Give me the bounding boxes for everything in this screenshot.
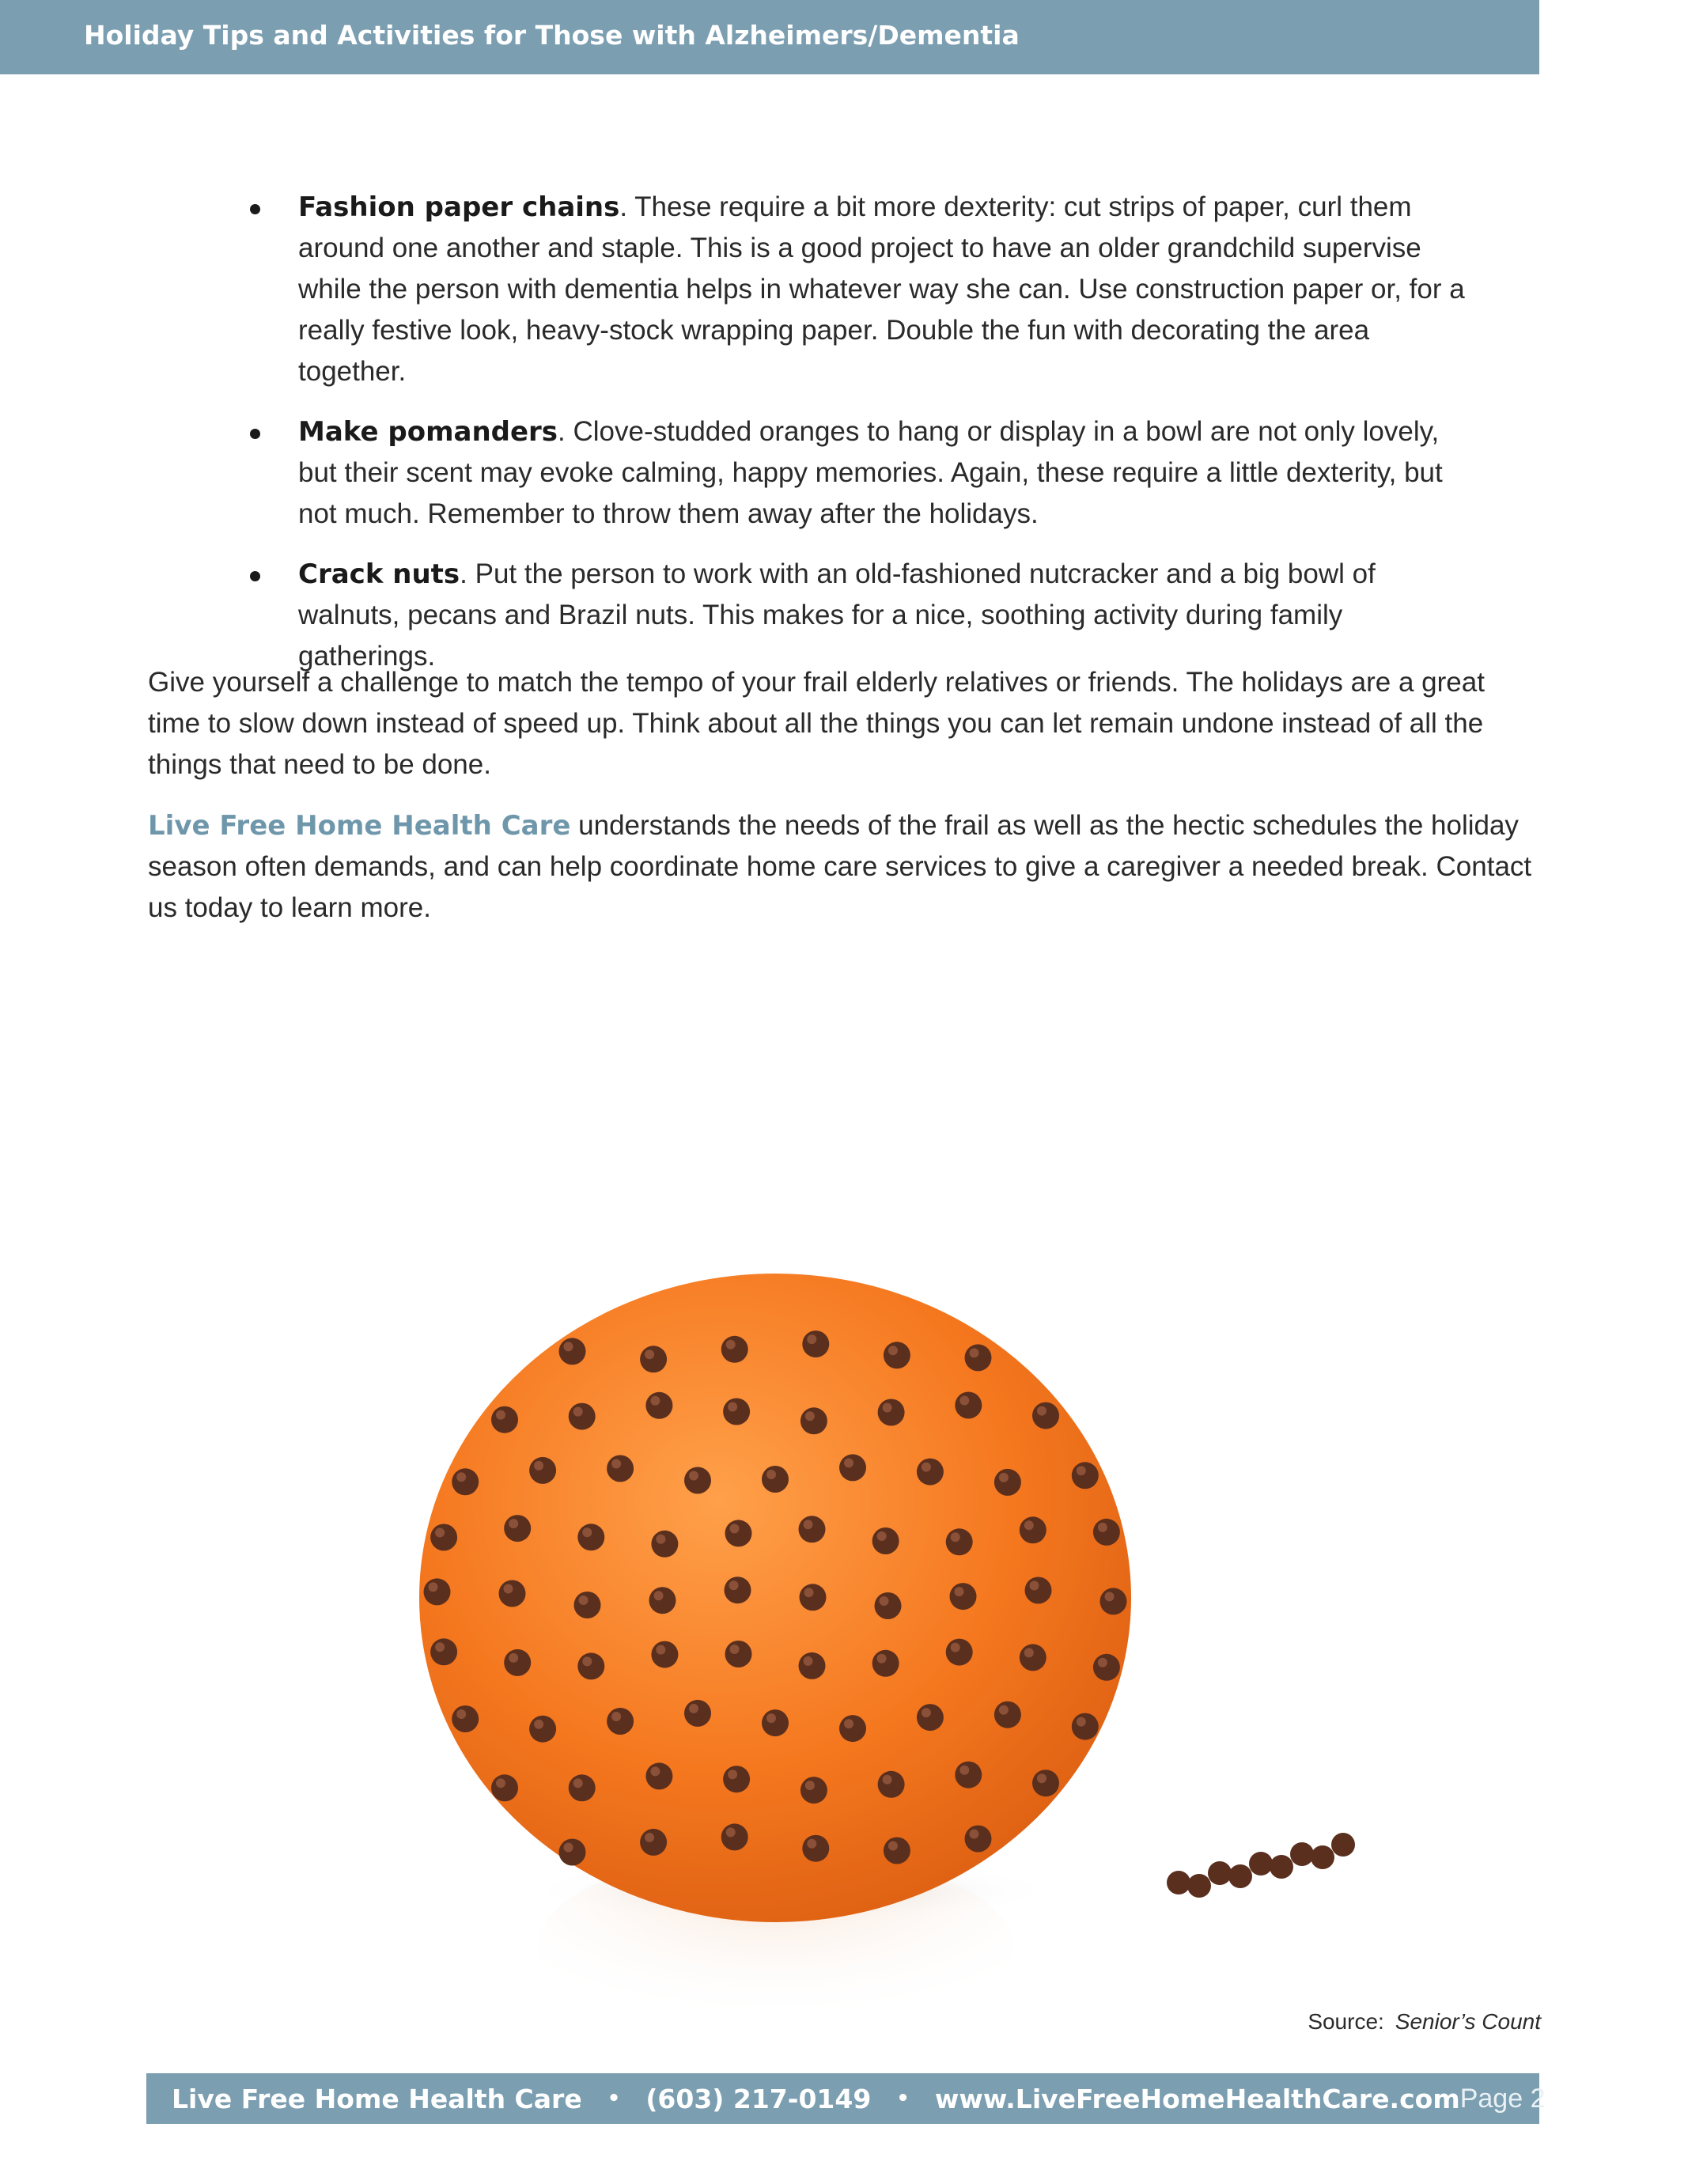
clove-mark: [684, 1467, 711, 1494]
clove-mark: [651, 1641, 678, 1668]
bullet-icon: [250, 571, 260, 581]
footer-phone[interactable]: (603) 217-0149: [645, 2083, 872, 2114]
clove-mark: [965, 1826, 992, 1853]
clove-mark: [878, 1771, 905, 1798]
loose-clove: [1228, 1864, 1252, 1888]
brand-paragraph: [148, 805, 1540, 929]
clove-mark: [723, 1399, 750, 1425]
clove-mark: [725, 1641, 752, 1667]
clove-mark: [839, 1715, 866, 1742]
loose-clove: [1208, 1861, 1232, 1885]
clove-mark: [640, 1346, 667, 1372]
clove-mark: [917, 1459, 944, 1486]
clove-mark: [1072, 1462, 1099, 1489]
bullet-heading: Crack nuts: [298, 558, 460, 590]
clove-mark: [607, 1708, 634, 1735]
bullet-heading: Fashion paper chains: [298, 191, 620, 223]
clove-mark: [645, 1392, 672, 1419]
clove-mark: [875, 1592, 902, 1619]
source-label: Source:: [1308, 2009, 1384, 2034]
brand-name-link[interactable]: Live Free Home Health Care: [148, 810, 571, 842]
bullet-text: . Put the person to work with an old-fashioned nutcracker and a big bowl of walnuts, pecans and Brazil nuts. This makes for a nice, soothing activity during family gatherings.: [298, 558, 1376, 672]
footer-website-link[interactable]: www.LiveFreeHomeHealthCare.com: [934, 2083, 1460, 2114]
clove-mark: [559, 1338, 586, 1365]
clove-mark: [649, 1587, 676, 1614]
footer-separator: •: [607, 2087, 621, 2110]
clove-mark: [723, 1766, 750, 1792]
header-bar: [0, 0, 1539, 74]
bullet-text: . Clove-studded oranges to hang or display in a bowl are not only lovely, but their scent may evoke calming, happy memories. Again, these require a little dexterity, but not much. Remember to throw them away after the holidays.: [298, 416, 1443, 529]
clove-mark: [872, 1650, 899, 1677]
clove-mark: [424, 1578, 451, 1605]
clove-mark: [1093, 1654, 1120, 1681]
clove-mark: [499, 1580, 526, 1607]
clove-mark: [800, 1407, 827, 1434]
clove-mark: [1020, 1644, 1046, 1671]
clove-mark: [721, 1823, 748, 1850]
loose-clove: [1249, 1852, 1273, 1876]
source-caption: [1308, 2009, 1541, 2034]
clove-mark: [574, 1592, 601, 1618]
clove-mark: [430, 1638, 457, 1665]
clove-mark: [577, 1524, 604, 1550]
clove-mark: [946, 1639, 973, 1666]
clove-mark: [684, 1700, 711, 1727]
clove-mark: [559, 1839, 586, 1866]
clove-mark: [946, 1528, 973, 1555]
clove-mark: [491, 1774, 518, 1801]
clove-mark: [799, 1652, 826, 1679]
loose-clove: [1167, 1871, 1190, 1894]
list-item: [237, 554, 1471, 677]
clove-mark: [799, 1516, 826, 1542]
source-name: Senior’s Count: [1395, 2009, 1541, 2034]
clove-mark: [950, 1583, 977, 1610]
clove-mark: [504, 1649, 531, 1676]
clove-mark: [504, 1515, 531, 1542]
clove-mark: [569, 1774, 596, 1801]
clove-mark: [491, 1406, 518, 1433]
clove-mark: [452, 1705, 479, 1732]
clove-mark: [651, 1531, 678, 1558]
clove-mark: [872, 1527, 899, 1554]
page-number: Page 2: [1459, 2083, 1546, 2114]
loose-cloves: [1167, 1833, 1355, 1898]
footer-separator: •: [896, 2087, 910, 2110]
clove-mark: [725, 1520, 752, 1546]
clove-mark: [802, 1835, 829, 1862]
clove-mark: [1100, 1588, 1127, 1614]
clove-mark: [884, 1342, 910, 1368]
clove-mark: [994, 1469, 1021, 1496]
bullet-heading: Make pomanders: [298, 416, 558, 448]
clove-mark: [965, 1344, 992, 1371]
activity-list: [237, 187, 1471, 696]
bullet-icon: [250, 204, 260, 214]
loose-clove: [1270, 1855, 1293, 1879]
clove-mark: [1093, 1519, 1120, 1546]
clove-mark: [1032, 1402, 1059, 1429]
clove-mark: [802, 1330, 829, 1357]
clove-mark: [640, 1829, 667, 1856]
clove-mark: [607, 1455, 634, 1482]
loose-clove: [1187, 1874, 1211, 1898]
clove-mark: [430, 1524, 457, 1551]
clove-mark: [1025, 1577, 1052, 1604]
clove-mark: [955, 1762, 982, 1788]
clove-mark: [725, 1576, 751, 1603]
clove-mark: [1020, 1516, 1046, 1543]
clove-mark: [878, 1399, 905, 1426]
clove-mark: [1072, 1713, 1099, 1740]
clove-mark: [917, 1704, 944, 1731]
clove-mark: [839, 1454, 866, 1481]
footer-company: Live Free Home Health Care: [172, 2083, 582, 2114]
clove-mark: [1032, 1770, 1059, 1796]
pomander-orange-image: [396, 1187, 1424, 2057]
clove-mark: [452, 1468, 479, 1495]
clove-mark: [569, 1403, 596, 1430]
clove-mark: [645, 1762, 672, 1789]
document-title: Holiday Tips and Activities for Those with Alzheimers/Dementia: [84, 20, 1020, 51]
challenge-paragraph: Give yourself a challenge to match the tempo of your frail elderly relatives or friends. The holidays are a great time to slow down instead of speed up. Think about all the things you can let remain undone instead of all the things that need to be done.: [148, 667, 1485, 780]
brand-paragraph-text: understands the needs of the frail as well as the hectic schedules the holiday season often demands, and can help coordinate home care services to give a caregiver a needed break. Contact us today to learn more.: [148, 810, 1532, 923]
clove-mark: [994, 1701, 1021, 1728]
list-item: [237, 411, 1471, 535]
bullet-icon: [250, 429, 260, 439]
clove-mark: [762, 1466, 789, 1493]
list-item: [237, 187, 1471, 392]
clove-mark: [800, 1777, 827, 1804]
bullet-text: . These require a bit more dexterity: cut strips of paper, curl them around one another and staple. This is a good project to have an older grandchild supervise while the person with dementia helps in whatever way she can. Use construction paper or, for a really festive look, heavy-stock wrapping paper. Double the fun with decorating the area together.: [298, 191, 1465, 387]
clove-mark: [800, 1584, 827, 1611]
loose-clove: [1311, 1845, 1334, 1869]
clove-mark: [721, 1336, 748, 1363]
clove-mark: [955, 1392, 982, 1419]
loose-clove: [1290, 1842, 1314, 1866]
footer-bar: [146, 2073, 1546, 2124]
clove-mark: [884, 1838, 910, 1864]
loose-clove: [1331, 1833, 1355, 1857]
clove-mark: [529, 1716, 556, 1743]
clove-mark: [529, 1457, 556, 1484]
clove-mark: [577, 1652, 604, 1679]
clove-mark: [762, 1709, 789, 1736]
